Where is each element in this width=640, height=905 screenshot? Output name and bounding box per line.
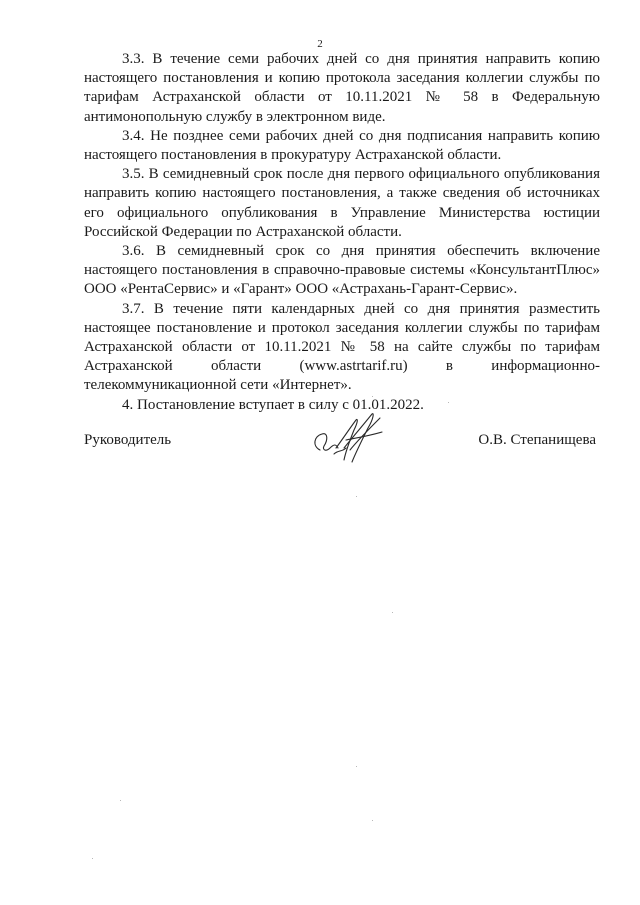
paragraph-3-4: 3.4. Не позднее семи рабочих дней со дня подписания направить копию настоящего постановления в прокуратуру Астраханской области. bbox=[84, 127, 600, 164]
paragraph-3-3: 3.3. В течение семи рабочих дней со дня принятия направить копию настоящего постановления и копию протокола заседания коллегии службы по тарифам Астраханской области от 10.11.2021 № 58 в Федеральную антимонопольную службу в электронном виде. bbox=[84, 51, 600, 125]
page-number: 2 bbox=[317, 38, 323, 50]
paragraph-4: 4. Постановление вступает в силу с 01.01.2022. bbox=[122, 396, 424, 413]
scan-speck bbox=[120, 800, 121, 801]
scan-speck bbox=[392, 612, 393, 613]
handwritten-signature bbox=[306, 410, 396, 472]
signer-name: О.В. Степанищева bbox=[478, 432, 596, 448]
paragraph-3-5: 3.5. В семидневный срок после дня первого официального опубликования направить копию настоящего постановления, а также сведения об источниках его официального опубликования в Управление Министерства юстиции Российской Федерации по Астраханской области. bbox=[84, 166, 600, 240]
scan-speck bbox=[448, 402, 449, 403]
scan-speck bbox=[356, 496, 357, 497]
scan-speck bbox=[372, 820, 373, 821]
scan-speck bbox=[92, 858, 93, 859]
paragraph-3-6: 3.6. В семидневный срок со дня принятия обеспечить включение настоящего постановления в справочно-правовые системы «КонсультантПлюс» ООО «РентаСервис» и «Гарант» ООО «Астрахань-Гарант-Сервис». bbox=[84, 243, 600, 298]
document-body bbox=[84, 50, 600, 415]
scan-speck bbox=[356, 766, 357, 767]
scan-speck bbox=[372, 396, 373, 397]
paragraph-3-7: 3.7. В течение пяти календарных дней со дня принятия разместить настоящее постановление и протокол заседания коллегии службы по тарифам Астраханской области от 10.11.2021 № 58 на сайте службы по тарифам Астраханской области (www.astrtarif.ru) в информационно-телекоммуникационной сети «Интернет». bbox=[84, 300, 600, 394]
signer-title: Руководитель bbox=[84, 432, 172, 448]
signature-block bbox=[84, 432, 596, 472]
